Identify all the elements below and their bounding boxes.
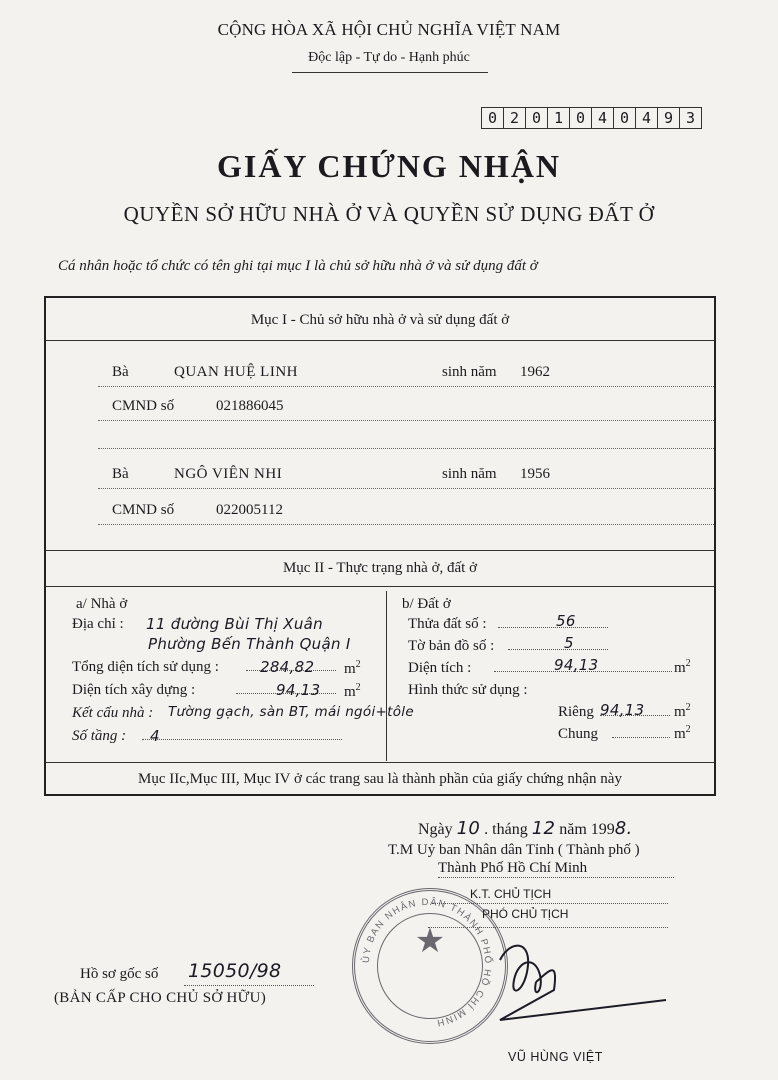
owner2-birth-label: sinh năm xyxy=(442,466,497,482)
map-label: Tờ bản đồ số : xyxy=(408,638,495,654)
record-number: 15050/98 xyxy=(188,960,282,982)
motto: Độc lập - Tự do - Hạnh phúc xyxy=(308,50,470,65)
dotted-line xyxy=(438,877,674,878)
dotted-line xyxy=(184,985,314,986)
serial-digit: 1 xyxy=(548,108,570,128)
map-value: 5 xyxy=(564,634,574,652)
dotted-line xyxy=(98,488,714,489)
intro-text: Cá nhân hoặc tổ chức có tên ghi tại mục I là chủ sở hữu nhà ở và sử dụng đất ở xyxy=(58,258,538,274)
serial-digit: 3 xyxy=(685,109,696,127)
owner2-title: Bà xyxy=(112,466,129,482)
total-area-label: Tổng diện tích sử dụng : xyxy=(72,659,219,675)
dotted-line xyxy=(98,420,714,421)
seal-text: ỦY BAN NHÂN DÂN THÀNH PHỐ HỒ CHÍ MINH xyxy=(360,896,494,1029)
land-area-label: Diện tích : xyxy=(408,660,472,676)
address-line1: 11 đường Bùi Thị Xuân xyxy=(146,615,323,633)
owner1-birth-year: 1962 xyxy=(520,364,550,380)
issue-date: Ngày 10 . tháng 12 năm 1998. xyxy=(418,818,633,839)
serial-digit: 0 xyxy=(526,108,548,128)
year-digit: 8. xyxy=(614,818,633,839)
serial-number xyxy=(481,107,702,129)
divider xyxy=(46,762,714,763)
document-title: GIẤY CHỨNG NHẬN xyxy=(216,148,562,184)
owner1-id-label: CMND số xyxy=(112,398,175,414)
copy-note: (BẢN CẤP CHO CHỦ SỞ HỮU) xyxy=(54,990,267,1006)
nation-heading: CỘNG HÒA XÃ HỘI CHỦ NGHĨA VIỆT NAM xyxy=(217,20,561,39)
authority-line1: T.M Uỷ ban Nhân dân Tỉnh ( Thành phố ) xyxy=(388,842,640,858)
total-area-value: 284,82 xyxy=(260,658,315,676)
day-value: 10 xyxy=(456,818,481,839)
private-label: Riêng xyxy=(558,704,594,720)
dotted-line xyxy=(98,386,714,387)
authority-line2: Thành Phố Hồ Chí Minh xyxy=(438,860,588,876)
role-line1: K.T. CHỦ TỊCH xyxy=(470,887,552,901)
record-label: Hồ sơ gốc số xyxy=(80,966,159,982)
address-line2: Phường Bến Thành Quận I xyxy=(148,635,351,653)
floors-value: 4 xyxy=(150,727,160,745)
month-label: tháng xyxy=(492,821,528,838)
shared-unit: $m^2$ xyxy=(674,724,691,742)
parcel-label: Thửa đất số : xyxy=(408,616,487,632)
total-area-unit: $m^2$ xyxy=(344,659,361,677)
divider xyxy=(46,340,714,341)
dotted-line xyxy=(98,448,714,449)
usage-label: Hình thức sử dụng : xyxy=(408,682,528,698)
owner1-id-number: 021886045 xyxy=(216,398,284,414)
motto-underline xyxy=(292,72,488,73)
serial-digit: 9 xyxy=(658,108,680,128)
document-subtitle: QUYỀN SỞ HỮU NHÀ Ở VÀ QUYỀN SỬ DỤNG ĐẤT Ở xyxy=(123,202,655,226)
role-line2: PHÓ CHỦ TỊCH xyxy=(482,907,569,921)
section1-title: Mục I - Chủ sở hữu nhà ở và sử dụng đất ở xyxy=(250,312,510,328)
shared-label: Chung xyxy=(558,726,599,742)
divider xyxy=(46,586,714,587)
star-icon: ★ xyxy=(414,923,446,960)
owner1-name: QUAN HUỆ LINH xyxy=(174,364,298,380)
structure-value: Tường gạch, sàn BT, mái ngói+tôle xyxy=(168,704,414,720)
year-label: năm 199 xyxy=(559,821,615,838)
column-divider xyxy=(386,591,387,761)
owner2-name: NGÔ VIÊN NHI xyxy=(174,466,283,482)
signer-name: VŨ HÙNG VIỆT xyxy=(508,1050,603,1064)
signature xyxy=(440,920,670,1030)
month-value: 12 xyxy=(531,818,556,839)
serial-digit: 0 xyxy=(482,108,504,128)
private-value: 94,13 xyxy=(600,701,645,719)
day-label: Ngày xyxy=(418,821,453,838)
section2-title: Mục II - Thực trạng nhà ở, đất ở xyxy=(282,560,478,576)
owner1-birth-label: sinh năm xyxy=(442,364,497,380)
certificate-box xyxy=(44,296,716,796)
structure-label: Kết cấu nhà : xyxy=(72,705,154,721)
owner2-id-label: CMND số xyxy=(112,502,175,518)
floors-label: Số tầng : xyxy=(72,728,127,744)
private-unit: $m^2$ xyxy=(674,702,691,720)
owner2-birth-year: 1956 xyxy=(520,466,550,482)
build-area-unit: $m^2$ xyxy=(344,682,361,700)
serial-digit: 0 xyxy=(570,108,592,128)
land-area-unit: $m^2$ xyxy=(674,658,691,676)
build-area-value: 94,13 xyxy=(276,681,321,699)
land-area-value: 94,13 xyxy=(554,656,599,674)
serial-digit: 4 xyxy=(636,108,658,128)
footer-note: Mục IIc,Mục III, Mục IV ở các trang sau là thành phần của giấy chứng nhận này xyxy=(138,771,622,787)
land-heading: b/ Đất ở xyxy=(402,596,451,612)
serial-digit: 0 xyxy=(614,108,636,128)
serial-digit: 4 xyxy=(592,108,614,128)
owner1-title: Bà xyxy=(112,364,129,380)
house-heading: a/ Nhà ở xyxy=(76,596,128,612)
build-area-label: Diện tích xây dựng : xyxy=(72,682,196,698)
address-label: Địa chỉ : xyxy=(72,616,124,632)
owner2-id-number: 022005112 xyxy=(216,502,283,518)
dotted-line xyxy=(98,524,714,525)
serial-digit: 2 xyxy=(504,108,526,128)
divider xyxy=(46,550,714,551)
parcel-value: 56 xyxy=(556,612,576,630)
